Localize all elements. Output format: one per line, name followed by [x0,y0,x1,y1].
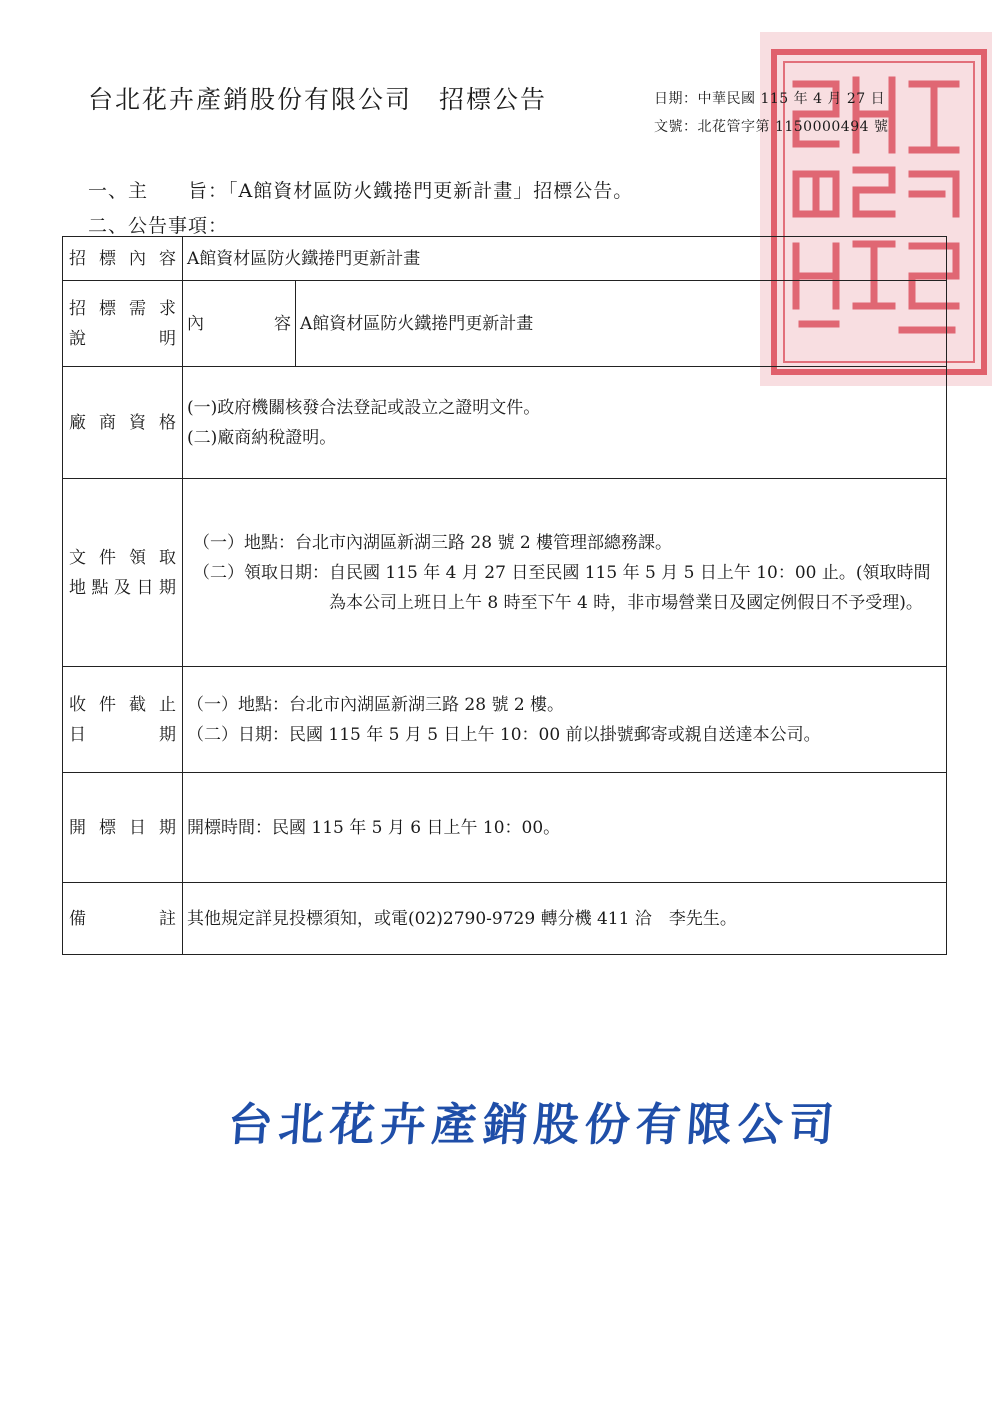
document-pickup-value [183,479,947,667]
qualification-item-1: (一)政府機關核發合法登記或設立之證明文件。 [187,397,541,418]
pickup-label-line1: 文件領取 [69,547,178,568]
table-row [63,281,947,367]
deadline-label-line2: 日期 [69,724,178,745]
table-row [63,773,947,883]
subject-label-2: 旨： [188,180,229,202]
pickup-location: （一）地點：台北市內湖區新湖三路 28 號 2 樓管理部總務課。 [193,532,673,553]
opening-date-value: 開標時間：民國 115 年 5 月 6 日上午 10：00。 [183,773,947,883]
row-label-submission-deadline [63,667,183,773]
row-label-opening-date: 開標日期 [63,773,183,883]
row-label-requirements [63,281,183,367]
tender-details-table [62,236,947,955]
submission-date: （二）日期：民國 115 年 5 月 5 日上午 10：00 前以掛號郵寄或親自送達本公司。 [187,724,821,745]
pickup-date [193,558,942,618]
table-row [63,237,947,281]
submission-deadline-value [183,667,947,773]
table-row [63,667,947,773]
row-label-remarks: 備註 [63,883,183,955]
submission-location: （一）地點：台北市內湖區新湖三路 28 號 2 樓。 [187,694,565,715]
deadline-label-line1: 收件截止 [69,694,178,715]
table-row [63,367,947,479]
requirements-value: A館資材區防火鐵捲門更新計畫 [296,281,947,367]
requirements-label-line2: 說明 [69,328,178,349]
row-label-tender-content: 招標內容 [63,237,183,281]
row-label-document-pickup [63,479,183,667]
row-label-qualifications: 廠商資格 [63,367,183,479]
pickup-date-text: 自民國 115 年 4 月 27 日至民國 115 年 5 月 5 日上午 10：00 止。(領取時間為本公司上班日上午 8 時至下午 4 時，非市場營業日及國定例假日不予受理)。 [329,562,931,613]
subject-text: 「A館資材區防火鐵捲門更新計畫」招標公告。 [228,180,634,202]
remarks-value: 其他規定詳見投標須知，或電(02)2790-9729 轉分機 411 洽 李先生。 [183,883,947,955]
subject-label: 一、主 [88,180,149,202]
pickup-date-prefix: （二）領取日期： [193,562,329,583]
table-row [63,883,947,955]
qualifications-value [183,367,947,479]
requirements-label-line1: 招標需求 [69,298,178,319]
tender-content-value: A館資材區防火鐵捲門更新計畫 [183,237,947,281]
document-number: 文號：北花管字第 1150000494 號 [654,119,889,135]
subject-line [88,176,633,203]
table-row [63,479,947,667]
company-name-seal: 台北花卉產銷股份有限公司 [225,1098,842,1151]
notice-items-heading: 二、公告事項： [88,215,229,237]
qualification-item-2: (二)廠商納稅證明。 [187,427,337,448]
document-title: 台北花卉產銷股份有限公司 招標公告 [88,85,548,114]
requirements-sub-label: 內容 [183,281,296,367]
pickup-label-line2: 地點及日期 [69,577,178,598]
announcement-date: 日期：中華民國 115 年 4 月 27 日 [654,91,886,107]
